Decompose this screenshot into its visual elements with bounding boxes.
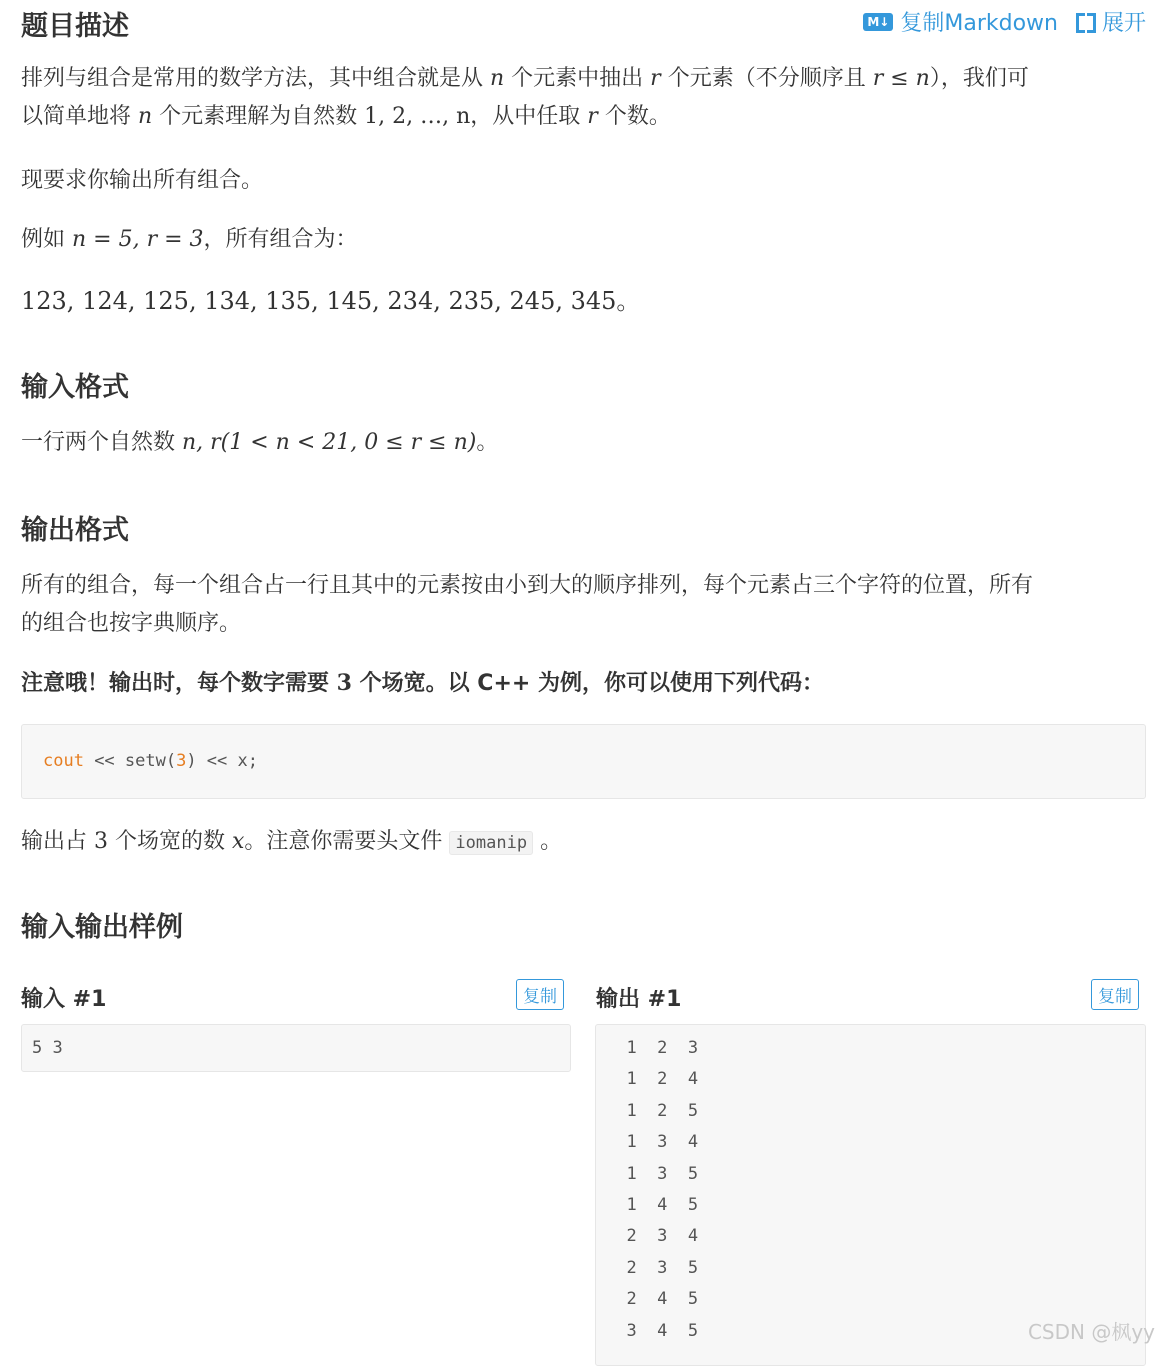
output-width-note: 输出占 3 个场宽的数 x。注意你需要头文件 iomanip 。 bbox=[21, 829, 563, 854]
sample-output-box[interactable] bbox=[595, 1024, 1146, 1366]
sample-output-line: 1 2 3 bbox=[606, 1038, 699, 1058]
math-input-constraint: n, r(1 < n < 21, 0 ≤ r ≤ n) bbox=[182, 430, 477, 455]
sample-output-line: 2 3 5 bbox=[606, 1257, 699, 1278]
copy-markdown-label: 复制Markdown bbox=[900, 11, 1058, 36]
math-condition: r ≤ n bbox=[872, 66, 930, 91]
math-r: r bbox=[587, 104, 598, 129]
header-actions bbox=[863, 6, 1146, 37]
sample-output-line: 1 2 4 bbox=[606, 1069, 699, 1090]
code-block bbox=[21, 724, 1146, 799]
page-title: 题目描述 bbox=[21, 11, 129, 42]
input-format-text: 一行两个自然数 n, r(1 < n < 21, 0 ≤ r ≤ n)。 bbox=[21, 430, 499, 455]
math-n: n bbox=[490, 66, 505, 91]
sample-output-line: 3 4 5 bbox=[606, 1320, 699, 1341]
sample-output-content bbox=[606, 1033, 698, 1347]
expand-label: 展开 bbox=[1101, 11, 1146, 36]
math-example-values: n = 5, r = 3 bbox=[72, 227, 204, 252]
code-snippet: cout << setw(3) << x; bbox=[43, 751, 258, 771]
combination-list: 123, 124, 125, 134, 135, 145, 234, 235, 245, 345。 bbox=[21, 287, 641, 315]
copy-output-button[interactable]: 复制 bbox=[1091, 979, 1139, 1010]
math-x: x bbox=[232, 829, 245, 854]
output-format-text: 所有的组合，每一个组合占一行且其中的元素按由小到大的顺序排列，每个元素占三个字符的位置，所有 的组合也按字典顺序。 bbox=[21, 573, 1034, 636]
input-format-heading: 输入格式 bbox=[21, 372, 129, 403]
description-example: 例如 n = 5, r = 3，所有组合为： bbox=[21, 227, 358, 252]
samples-heading: 输入输出样例 bbox=[21, 912, 183, 943]
header-bar bbox=[21, 0, 1146, 44]
description-paragraph-1: 排列与组合是常用的数学方法，其中组合就是从 n 个元素中抽出 r 个元素（不分顺序且 r ≤ n），我们可 以简单地将 n 个元素理解为自然数 1, 2, …, n，从中任取 r 个数。 bbox=[21, 66, 1029, 129]
sample-output-label: 输出 #1 bbox=[596, 987, 682, 1012]
watermark: CSDN @枫yy bbox=[1027, 1320, 1155, 1344]
sample-output-line: 1 2 5 bbox=[606, 1100, 699, 1121]
sample-output-line: 2 3 4 bbox=[606, 1226, 699, 1247]
copy-input-button[interactable]: 复制 bbox=[516, 979, 564, 1010]
sample-output-line: 1 3 5 bbox=[606, 1163, 699, 1184]
sample-input-content: 5 3 bbox=[32, 1038, 63, 1058]
math-n: n bbox=[138, 104, 153, 129]
sample-output-line: 1 4 5 bbox=[606, 1194, 699, 1215]
markdown-icon: M↓ bbox=[863, 13, 893, 31]
output-note: 注意哦！输出时，每个数字需要 3 个场宽。以 C++ 为例，你可以使用下列代码： bbox=[21, 670, 824, 696]
sample-input-box[interactable] bbox=[21, 1024, 571, 1072]
math-sequence: 1, 2, …, n bbox=[364, 104, 471, 129]
output-format-heading: 输出格式 bbox=[21, 515, 129, 546]
sample-output-line: 2 4 5 bbox=[606, 1289, 699, 1310]
description-paragraph-2: 现要求你输出所有组合。 bbox=[21, 168, 264, 193]
copy-markdown-button[interactable] bbox=[863, 6, 1058, 37]
inline-code-iomanip: iomanip bbox=[449, 831, 533, 855]
expand-icon bbox=[1076, 13, 1096, 31]
expand-button[interactable] bbox=[1076, 6, 1146, 37]
sample-input-label: 输入 #1 bbox=[21, 987, 107, 1012]
math-r: r bbox=[650, 66, 661, 91]
sample-output-line: 1 3 4 bbox=[606, 1132, 699, 1153]
